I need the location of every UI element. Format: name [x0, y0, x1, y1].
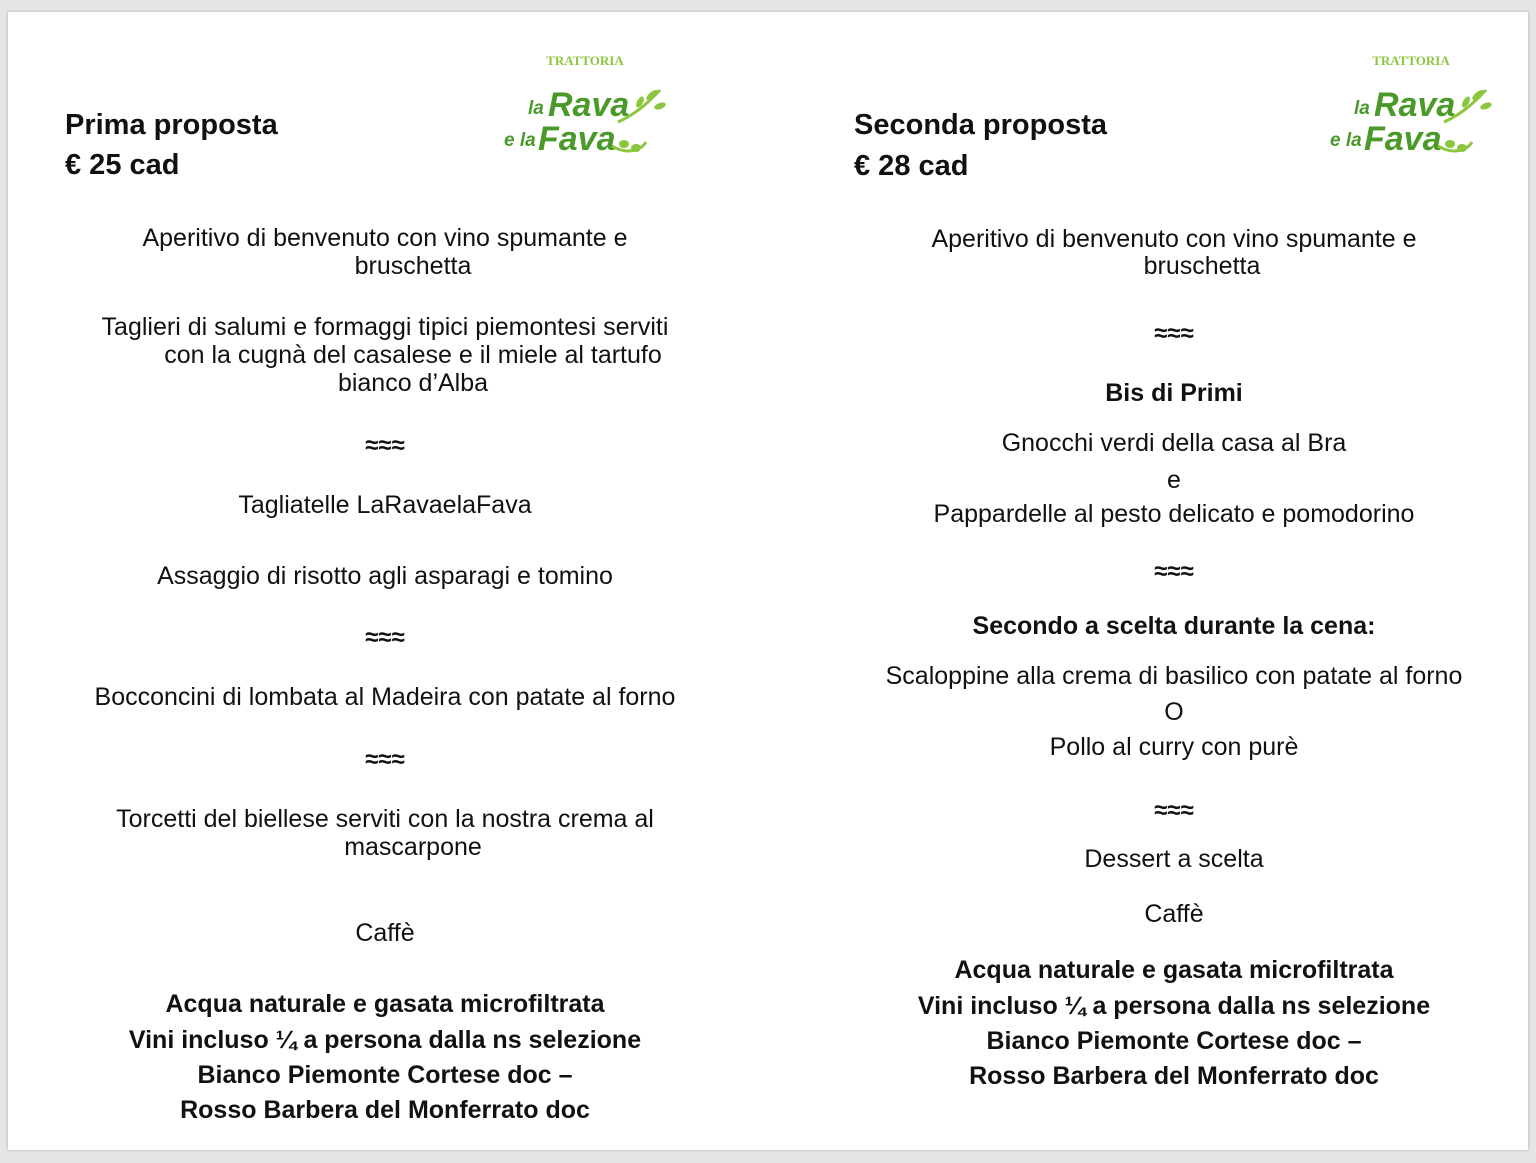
menu1-drinks: Acqua naturale e gasata microfiltrata — [165, 990, 605, 1018]
logo-label: TRATTORIA — [1372, 53, 1450, 68]
menu2-section-title: Secondo a scelta durante la cena: — [972, 612, 1376, 640]
menu1-separator: ≈≈≈ — [365, 746, 405, 773]
menu1-separator: ≈≈≈ — [365, 432, 405, 459]
menu1-line: con la cugnà del casalese e il miele al tartufo — [164, 341, 662, 369]
menu1-line: Bocconcini di lombata al Madeira con patate al forno — [94, 683, 676, 711]
logo-word-rava: Rava — [1374, 86, 1456, 124]
menu2-line: e — [1167, 466, 1181, 494]
menu2-title: Seconda proposta — [854, 109, 1107, 141]
menu2-drinks: Bianco Piemonte Cortese doc – — [986, 1027, 1362, 1055]
logo-word-ela: e la — [1330, 130, 1362, 151]
menu1-line: Caffè — [355, 919, 415, 947]
menu2-separator: ≈≈≈ — [1154, 320, 1194, 347]
menu2-drinks: Vini incluso ¼ a persona dalla ns selezione — [917, 992, 1431, 1020]
menu2-line: O — [1164, 698, 1184, 726]
menu2-separator: ≈≈≈ — [1154, 797, 1194, 824]
menu2-line: Gnocchi verdi della casa al Bra — [1001, 429, 1347, 457]
menu2-separator: ≈≈≈ — [1154, 558, 1194, 585]
menu2-line: Caffè — [1144, 900, 1204, 928]
menu1-drinks: Bianco Piemonte Cortese doc – — [197, 1061, 573, 1089]
menu2-line: Dessert a scelta — [1084, 845, 1264, 873]
menu1-line: Assaggio di risotto agli asparagi e tomino — [157, 562, 613, 590]
menu1-drinks: Vini incluso ¼ a persona dalla ns selezione — [128, 1026, 642, 1054]
menu1-line: bianco d’Alba — [337, 369, 489, 397]
trattoria-logo-left — [500, 50, 670, 160]
menu2-line: Aperitivo di benvenuto con vino spumante e — [931, 225, 1417, 253]
logo-word-rava: Rava — [548, 86, 630, 124]
menu2-section-title: Bis di Primi — [1105, 379, 1243, 407]
menu1-price: € 25 cad — [65, 149, 180, 181]
logo-graphic — [500, 50, 670, 160]
logo-label: TRATTORIA — [546, 53, 624, 68]
logo-word-fava: Fava — [538, 120, 616, 158]
menu1-drinks: Rosso Barbera del Monferrato doc — [180, 1096, 590, 1124]
logo-word-fava: Fava — [1364, 120, 1442, 158]
menu2-line: Scaloppine alla crema di basilico con patate al forno — [885, 662, 1463, 690]
logo-graphic — [1326, 50, 1496, 160]
menu1-line: mascarpone — [344, 833, 482, 861]
logo-word-la: la — [528, 98, 544, 119]
trattoria-logo-right — [1326, 50, 1496, 160]
logo-word-ela: e la — [504, 130, 536, 151]
menu2-drinks: Rosso Barbera del Monferrato doc — [969, 1062, 1379, 1090]
menu2-price: € 28 cad — [854, 150, 969, 182]
menu2-drinks: Acqua naturale e gasata microfiltrata — [954, 956, 1394, 984]
menu1-separator: ≈≈≈ — [365, 624, 405, 651]
menu1-line: Tagliatelle LaRavaelaFava — [238, 491, 532, 519]
menu1-line: Torcetti del biellese serviti con la nostra crema al — [116, 805, 654, 833]
menu1-line: Taglieri di salumi e formaggi tipici piemontesi serviti — [101, 313, 669, 341]
menu1-line: bruschetta — [354, 252, 472, 280]
menu1-line: Aperitivo di benvenuto con vino spumante e — [142, 224, 628, 252]
menu1-title: Prima proposta — [65, 109, 278, 141]
menu2-line: bruschetta — [1143, 252, 1261, 280]
menu-page — [8, 12, 1528, 1150]
menu2-line: Pappardelle al pesto delicato e pomodorino — [933, 500, 1415, 528]
logo-word-la: la — [1354, 98, 1370, 119]
menu2-line: Pollo al curry con purè — [1049, 733, 1299, 761]
